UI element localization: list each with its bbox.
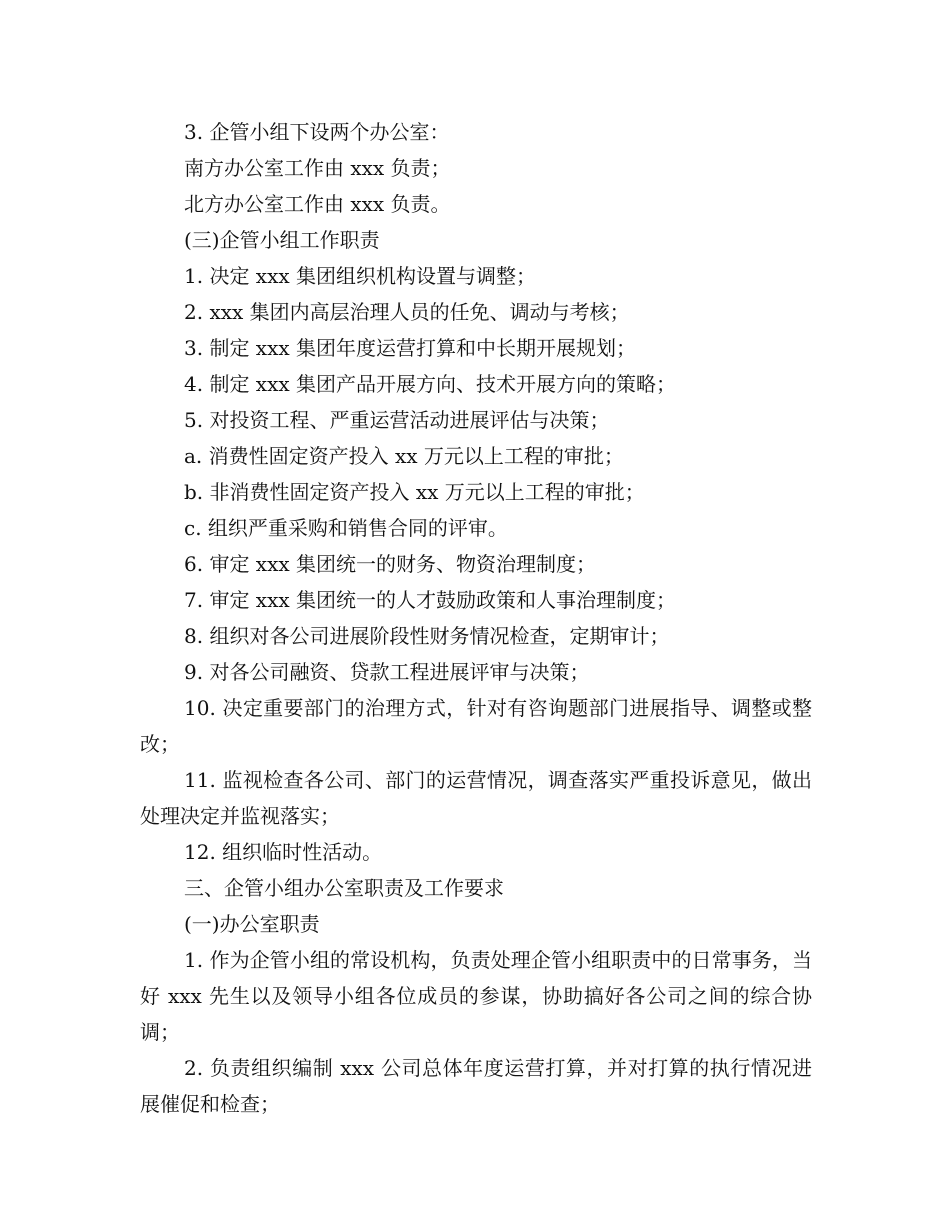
paragraph-south-office: 南方办公室工作由 xxx 负责； [184, 156, 451, 180]
list-item-duty-7: 7. 审定 xxx 集团统一的人才鼓励政策和人事治理制度； [184, 588, 676, 612]
list-item-office-duty-1: 1. 作为企管小组的常设机构，负责处理企管小组职责中的日常事务，当好 xxx 先生以及领导小组各位成员的参谋，协助搞好各公司之间的综合协调； [140, 948, 812, 1044]
subsection-heading-office: (一)办公室职责 [184, 912, 320, 936]
list-item-duty-8: 8. 组织对各公司进展阶段性财务情况检查，定期审计； [184, 624, 670, 648]
document-body [140, 114, 812, 1122]
list-item-duty-3: 3. 制定 xxx 集团年度运营打算和中长期开展规划； [184, 336, 636, 360]
list-item-duty-9: 9. 对各公司融资、贷款工程进展评审与决策； [184, 660, 590, 684]
list-item-duty-5a: a. 消费性固定资产投入 xx 万元以上工程的审批； [184, 444, 624, 468]
list-item-duty-4: 4. 制定 xxx 集团产品开展方向、技术开展方向的策略； [184, 372, 676, 396]
list-item-duty-12: 12. 组织临时性活动。 [184, 840, 383, 864]
list-item-duty-11: 11. 监视检查各公司、部门的运营情况，调查落实严重投诉意见，做出处理决定并监视落实； [140, 768, 812, 828]
section-heading-duties: (三)企管小组工作职责 [184, 228, 380, 252]
list-item-office-duty-2: 2. 负责组织编制 xxx 公司总体年度运营打算，并对打算的执行情况进展催促和检查； [140, 1056, 812, 1116]
list-item-duty-6: 6. 审定 xxx 集团统一的财务、物资治理制度； [184, 552, 596, 576]
paragraph-north-office: 北方办公室工作由 xxx 负责。 [184, 192, 451, 216]
list-item-duty-5b: b. 非消费性固定资产投入 xx 万元以上工程的审批； [184, 480, 645, 504]
paragraph-office-setup: 3. 企管小组下设两个办公室： [184, 120, 450, 144]
list-item-duty-1: 1. 决定 xxx 集团组织机构设置与调整； [184, 264, 536, 288]
list-item-duty-5c: c. 组织严重采购和销售合同的评审。 [184, 516, 508, 540]
list-item-duty-2: 2. xxx 集团内高层治理人员的任免、调动与考核； [184, 300, 630, 324]
list-item-duty-5: 5. 对投资工程、严重运营活动进展评估与决策； [184, 408, 610, 432]
list-item-duty-10: 10. 决定重要部门的治理方式，针对有咨询题部门进展指导、调整或整改； [140, 696, 812, 756]
section-heading-office-duties: 三、企管小组办公室职责及工作要求 [184, 876, 504, 900]
